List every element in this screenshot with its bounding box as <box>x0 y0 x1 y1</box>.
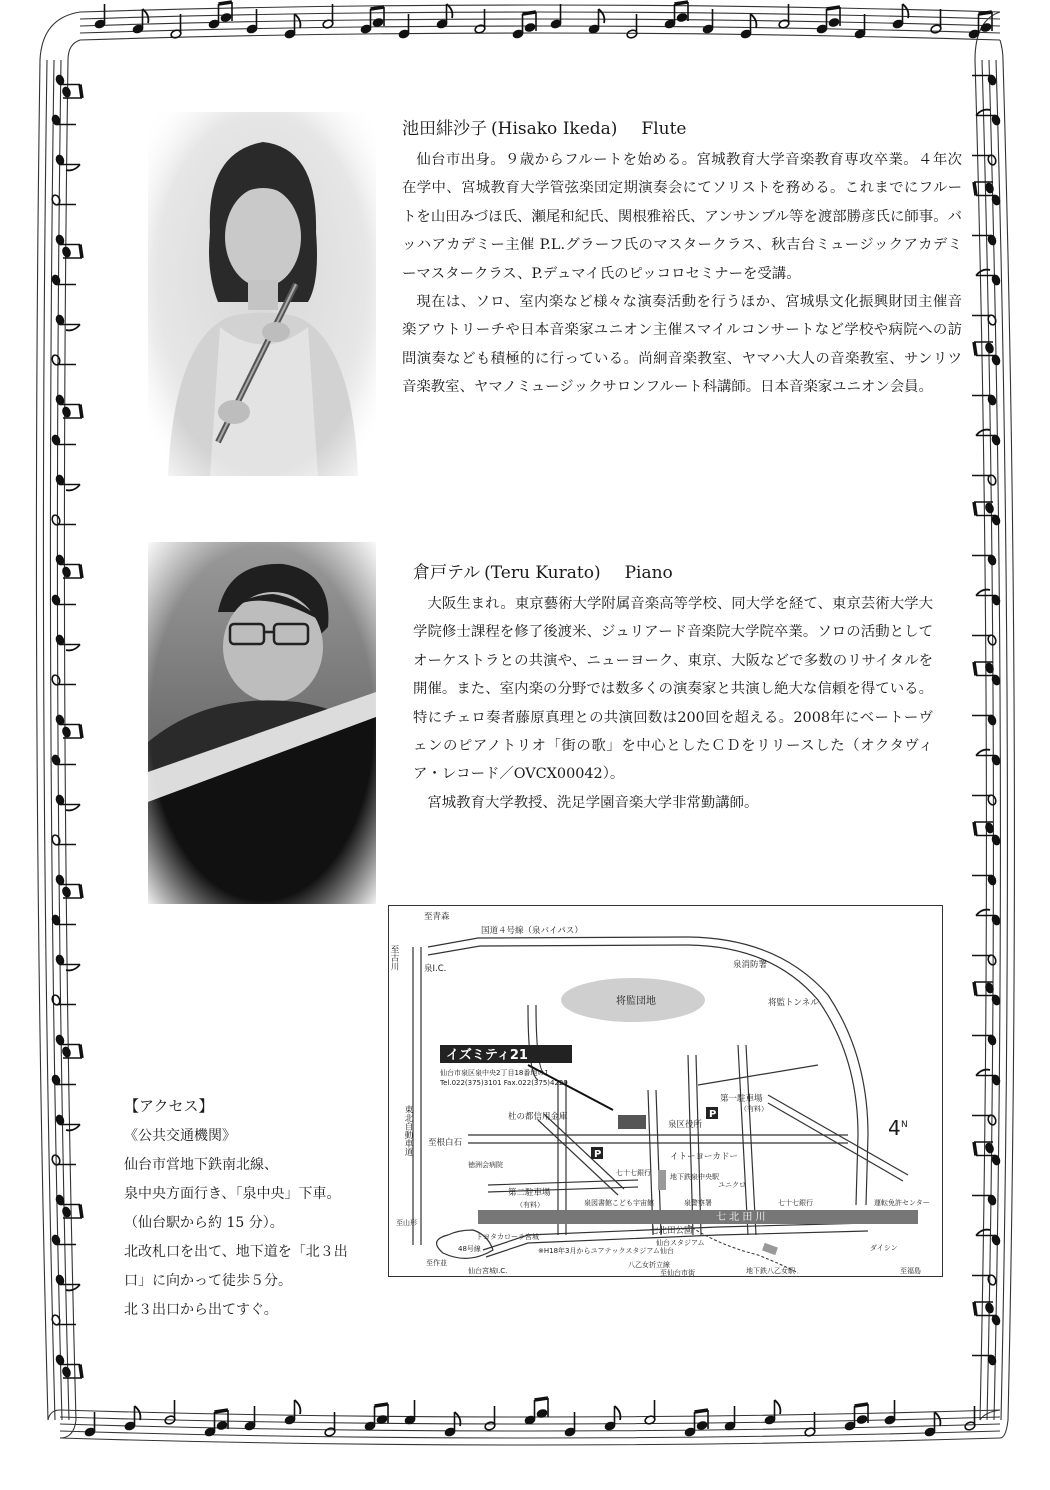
music-note-icon <box>55 554 82 578</box>
music-note-icon <box>51 754 76 766</box>
music-note-icon <box>764 1400 780 1425</box>
music-note-icon <box>974 662 1001 686</box>
pianist-bio-paragraph: 宮城教育大学教授、洗足学園音楽大学非常勤講師。 <box>427 794 759 811</box>
music-note-icon <box>564 1412 576 1437</box>
music-note-icon <box>974 342 1001 366</box>
music-note-icon <box>972 634 997 646</box>
music-note-icon <box>51 994 76 1006</box>
music-note-icon <box>974 822 1001 846</box>
flutist-name-ja: 池田緋沙子 <box>402 119 487 139</box>
access-info <box>124 1092 394 1325</box>
map-label: 至山形 <box>396 1219 417 1227</box>
music-note-icon <box>51 594 76 606</box>
flutist-name-en: (Hisako Ikeda) <box>491 119 618 139</box>
music-note-icon <box>51 114 76 126</box>
music-note-icon <box>972 714 997 726</box>
map-label: 至根白石 <box>428 1138 463 1148</box>
music-note-icon <box>55 634 80 650</box>
music-note-icon <box>972 1034 997 1046</box>
music-note-icon <box>976 750 1001 766</box>
map-venue-tel: Tel.022(375)3101 Fax.022(375)4229 <box>440 1079 568 1087</box>
map-label: 運転免許センター <box>874 1199 930 1207</box>
music-note-icon <box>930 9 942 34</box>
music-note-icon <box>55 1194 82 1218</box>
access-line: 北３出口から出てすぐ。 <box>124 1302 278 1318</box>
music-note-icon <box>170 14 182 39</box>
map-label: 48号線 <box>458 1245 481 1253</box>
map-label: 七十七銀行 <box>616 1169 651 1177</box>
pianist-photo <box>148 542 376 904</box>
music-note-icon <box>972 314 997 326</box>
music-note-icon <box>816 7 840 34</box>
music-note-icon <box>51 674 76 686</box>
map-label: 将監トンネル <box>768 998 819 1008</box>
music-note-icon <box>51 194 76 206</box>
map-label: 東北自動車道 <box>403 1105 413 1156</box>
music-note-icon <box>972 1274 997 1286</box>
map-label: 泉区役所 <box>668 1120 703 1130</box>
music-note-icon <box>588 9 604 34</box>
music-note-icon <box>55 474 80 490</box>
music-note-icon <box>976 590 1001 606</box>
access-line: （仙台駅から約 15 分）。 <box>124 1215 284 1231</box>
map-label: 仙台宮城I.C. <box>468 1267 508 1275</box>
map-label: 第二駐車場 <box>508 1188 551 1198</box>
map-label: ダイシン <box>870 1244 898 1252</box>
music-note-icon <box>644 1400 656 1425</box>
pianist-name-en: (Teru Kurato) <box>484 563 601 583</box>
map-label: 泉消防署 <box>733 960 768 970</box>
music-note-icon <box>55 1114 80 1130</box>
map-label: 泉警察署 <box>684 1199 712 1207</box>
music-note-icon <box>976 910 1001 926</box>
music-note-icon <box>524 1398 548 1425</box>
pianist-bio <box>413 560 933 817</box>
music-note-icon <box>484 1406 496 1431</box>
music-note-icon <box>55 714 82 738</box>
music-note-icon <box>132 9 148 34</box>
map-label: 国道４号線（泉バイパス） <box>481 926 583 936</box>
map-label: ※H18年3月からユアテックスタジアム仙台 <box>538 1247 674 1255</box>
music-note-icon <box>444 1412 460 1437</box>
flutist-bio-paragraph: 現在は、ソロ、室内楽など様々な演奏活動を行うほか、宮城県文化振興財団主催音楽アウトリーチや日本音楽家ユニオン主催スマイルコンサートなど学校や病院への訪問演奏なども積極的に行っている。尚絅音楽教室、ヤマハ大人の音楽教室、サンリツ音楽教室、ヤマノミュージックサロンフルート科講師。日本音楽家ユニオン会員。 <box>402 294 962 396</box>
map-label: 仙台スタジアム <box>656 1239 705 1247</box>
map-label: 泉I.C. <box>424 964 447 974</box>
flutist-name-heading <box>402 116 962 142</box>
music-note-icon <box>972 1194 997 1206</box>
map-river-label: 七 北 田 川 <box>716 1212 766 1223</box>
music-note-icon <box>51 1314 76 1326</box>
flutist-photo <box>148 112 376 476</box>
music-note-icon <box>550 4 562 29</box>
music-note-icon <box>51 834 76 846</box>
pianist-instrument: Piano <box>624 563 673 583</box>
map-parking-icon: P <box>594 1149 602 1160</box>
music-note-icon <box>804 1412 816 1437</box>
music-note-icon <box>364 1404 388 1431</box>
music-note-icon <box>974 1142 1001 1166</box>
music-note-icon <box>322 4 334 29</box>
music-note-icon <box>55 74 82 98</box>
access-map <box>388 905 943 1277</box>
music-note-icon <box>51 434 76 446</box>
map-label: 至青森 <box>424 912 450 922</box>
map-label: 地下鉄八乙女駅 <box>746 1267 795 1275</box>
music-note-icon <box>974 502 1001 526</box>
music-note-icon <box>604 1406 620 1431</box>
pianist-bio-paragraph: 大阪生まれ。東京藝術大学附属音楽高等学校、同大学を経て、東京芸術大学大学院修士課程を修了後渡米、ジュリアード音楽院大学院卒業。ソロの活動としてオーケストラとの共演や、ニューヨーク、東京、大阪などで多数のリサイタルを開催。また、室内楽の分野では数多くの演奏家と共演し絶大な信頼を得ている。特にチェロ奏者藤原真理との共演回数は200回を超える。2008年にベートーヴェンのピアノトリオ「街の歌」を中心としたＣＤをリリースした（オクタヴィア・レコード／OVCX00042）。 <box>413 596 933 783</box>
access-line: 北改札口を出て、地下道を「北３出 <box>124 1244 348 1260</box>
map-label: 杜の都信用金庫 <box>508 1112 568 1122</box>
music-note-icon <box>94 4 106 29</box>
music-note-icon <box>976 270 1001 286</box>
music-note-icon <box>778 4 790 29</box>
music-note-icon <box>51 274 76 286</box>
music-note-icon <box>284 1400 300 1425</box>
flutist-bio <box>402 116 962 402</box>
music-note-icon <box>51 354 76 366</box>
map-label: イトーヨーカドー <box>670 1152 738 1162</box>
music-note-icon <box>740 14 756 39</box>
music-note-icon <box>724 1406 736 1431</box>
music-note-icon <box>51 914 76 926</box>
map-label: トヨタカローラ宮城 <box>476 1233 539 1241</box>
map-label: 至福島 <box>900 1267 921 1275</box>
map-parking-icon: P <box>709 1109 717 1120</box>
music-note-icon <box>51 514 76 526</box>
flutist-bio-paragraph: 仙台市出身。９歳からフルートを始める。宮城教育大学音楽教育専攻卒業。４年次在学中、宮城教育大学管弦楽団定期演奏会にてソリストを務める。これまでにフルートを山田みづほ氏、瀬尾和紀氏、関根雅裕氏、アンサンブル等を渡部勝彦氏に師事。バッハアカデミー主催 P.L.グラーフ氏のマスタークラス、秋吉台ミュージックアカデミーマスタークラス、P.デュマイ氏のピッコロセミナーを受講。 <box>402 152 962 282</box>
map-label: 地下鉄泉中央駅 <box>670 1173 719 1181</box>
map-label: 至作並 <box>426 1259 447 1267</box>
music-note-icon <box>436 4 452 29</box>
music-note-icon <box>854 14 866 39</box>
map-label: 至古川 <box>389 945 399 971</box>
music-note-icon <box>974 1302 1001 1326</box>
map-label: 第一駐車場 <box>720 1094 763 1104</box>
access-line: 仙台市営地下鉄南北線、 <box>124 1157 278 1173</box>
music-note-icon <box>964 1406 976 1431</box>
music-note-icon <box>474 9 486 34</box>
music-note-icon <box>404 1400 416 1425</box>
map-label: 七北田公園 <box>650 1226 693 1236</box>
map-north-label: N <box>901 1120 908 1130</box>
map-label: ユニクロ <box>718 1181 746 1189</box>
map-label: （有料） <box>516 1201 544 1209</box>
music-note-icon <box>55 394 82 418</box>
map-shogen-label: 将監団地 <box>616 996 656 1007</box>
map-venue-logo: イズミティ21 <box>446 1048 528 1063</box>
access-line: 泉中央方面行き、「泉中央」下車。 <box>124 1186 341 1202</box>
pianist-name-ja: 倉戸テル <box>413 563 481 583</box>
map-label: 至仙台市街 <box>660 1269 695 1277</box>
access-line: 口」に向かって徒歩５分。 <box>124 1273 292 1289</box>
access-subheading: 《公共交通機関》 <box>124 1128 236 1144</box>
music-note-icon <box>244 1406 256 1431</box>
music-note-icon <box>974 982 1001 1006</box>
music-note-icon <box>972 1354 997 1366</box>
music-note-icon <box>972 234 997 246</box>
music-note-icon <box>976 1070 1001 1086</box>
map-label: 八乙女折立線 <box>628 1261 670 1269</box>
map-venue-address: 仙台市泉区泉中央2丁目18番地の1 <box>440 1069 549 1077</box>
map-label: 徳洲会病院 <box>468 1161 503 1169</box>
music-note-icon <box>360 7 384 34</box>
music-note-icon <box>972 394 997 406</box>
music-note-icon <box>924 1412 940 1437</box>
map-label: 七十七銀行 <box>778 1199 813 1207</box>
flutist-instrument: Flute <box>641 119 687 139</box>
map-label: 泉図書館こども宇宙館 <box>584 1199 654 1207</box>
music-note-icon <box>55 154 80 170</box>
music-note-icon <box>972 874 997 886</box>
music-note-icon <box>51 1074 76 1086</box>
map-north-arrow: 4 <box>888 1116 901 1140</box>
pianist-name-heading <box>413 560 933 586</box>
music-note-icon <box>55 1354 82 1378</box>
map-label: （有料） <box>740 1105 768 1113</box>
access-heading: 【アクセス】 <box>124 1097 214 1115</box>
